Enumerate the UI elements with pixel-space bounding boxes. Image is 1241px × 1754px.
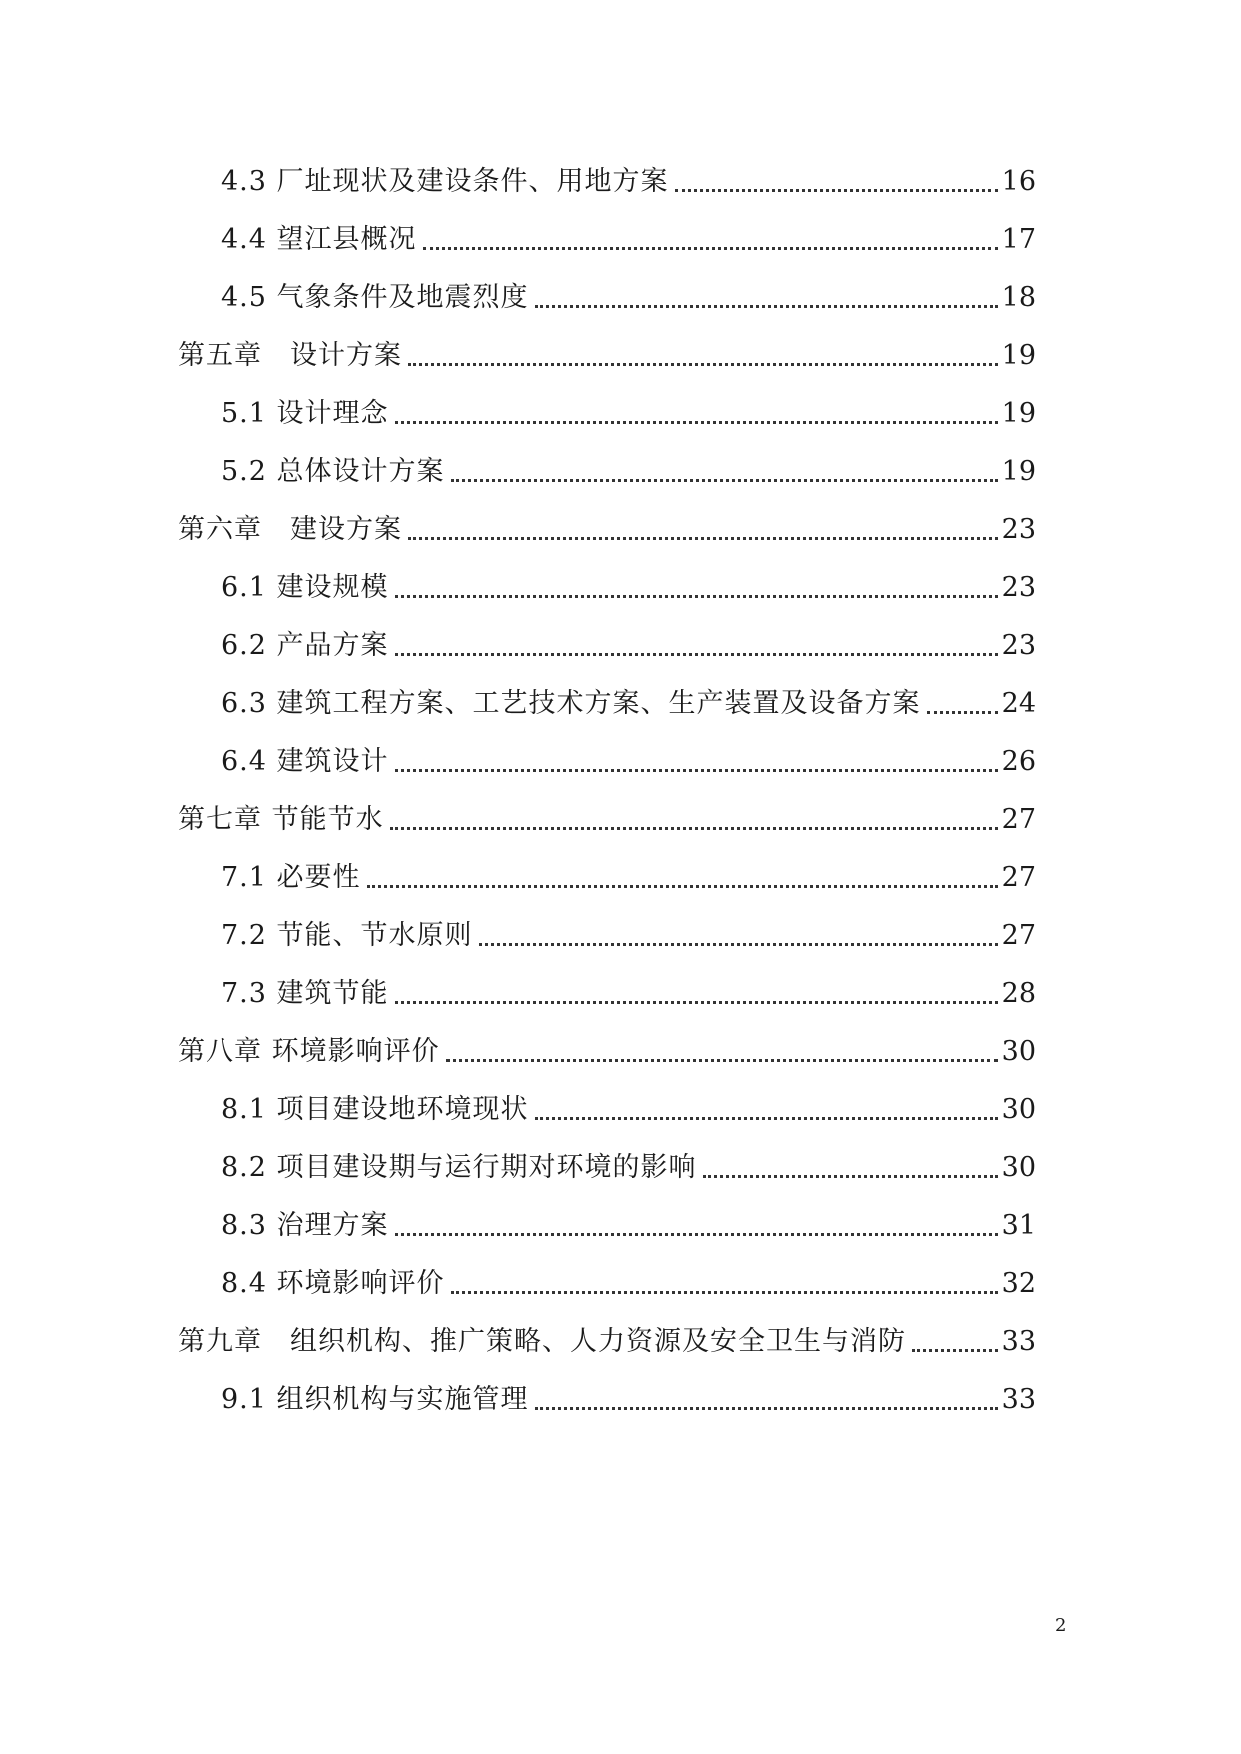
toc-entry-chapter-8[interactable] xyxy=(178,1028,1036,1072)
toc-leader-dots xyxy=(395,1233,998,1236)
toc-leader-dots xyxy=(446,1059,998,1062)
toc-entry-page: 19 xyxy=(1001,398,1036,429)
toc-entry-label: 第八章 环境影响评价 xyxy=(178,1036,440,1067)
toc-entry-4-5[interactable] xyxy=(221,274,1036,318)
toc-leader-dots xyxy=(395,595,998,598)
toc-leader-dots xyxy=(395,769,998,772)
toc-entry-chapter-9[interactable] xyxy=(178,1318,1036,1362)
toc-entry-page: 23 xyxy=(1001,630,1036,661)
toc-leader-dots xyxy=(423,247,998,250)
toc-entry-6-2[interactable] xyxy=(221,622,1036,666)
toc-leader-dots xyxy=(479,943,998,946)
toc-leader-dots xyxy=(395,653,998,656)
toc-entry-label: 第七章 节能节水 xyxy=(178,804,384,835)
toc-entry-6-4[interactable] xyxy=(221,738,1036,782)
toc-entry-label: 9.1 组织机构与实施管理 xyxy=(221,1384,529,1415)
toc-entry-5-1[interactable] xyxy=(221,390,1036,434)
toc-entry-chapter-7[interactable] xyxy=(178,796,1036,840)
toc-entry-page: 32 xyxy=(1001,1268,1036,1299)
toc-entry-chapter-5[interactable] xyxy=(178,332,1036,376)
toc-entry-page: 33 xyxy=(1001,1326,1036,1357)
toc-leader-dots xyxy=(408,537,998,540)
toc-leader-dots xyxy=(703,1175,998,1178)
toc-entry-4-3[interactable] xyxy=(221,158,1036,202)
toc-leader-dots xyxy=(408,363,998,366)
page-number: 2 xyxy=(1055,1615,1067,1636)
toc-entry-label: 第九章 组织机构、推广策略、人力资源及安全卫生与消防 xyxy=(178,1326,906,1357)
toc-entry-page: 26 xyxy=(1001,746,1036,777)
toc-entry-label: 第六章 建设方案 xyxy=(178,514,402,545)
toc-entry-page: 16 xyxy=(1001,166,1036,197)
toc-entry-label: 7.1 必要性 xyxy=(221,862,361,893)
toc-entry-page: 28 xyxy=(1001,978,1036,1009)
toc-entry-page: 24 xyxy=(1001,688,1036,719)
toc-entry-page: 27 xyxy=(1001,862,1036,893)
toc-entry-7-3[interactable] xyxy=(221,970,1036,1014)
toc-entry-4-4[interactable] xyxy=(221,216,1036,260)
toc-entry-label: 8.3 治理方案 xyxy=(221,1210,389,1241)
toc-entry-page: 19 xyxy=(1001,456,1036,487)
toc-entry-8-4[interactable] xyxy=(221,1260,1036,1304)
toc-entry-6-3[interactable] xyxy=(221,680,1036,724)
toc-entry-5-2[interactable] xyxy=(221,448,1036,492)
toc-leader-dots xyxy=(912,1349,998,1352)
toc-entry-9-1[interactable] xyxy=(221,1376,1036,1420)
toc-leader-dots xyxy=(390,827,998,830)
toc-leader-dots xyxy=(535,1117,998,1120)
toc-entry-label: 7.2 节能、节水原则 xyxy=(221,920,473,951)
toc-entry-label: 8.2 项目建设期与运行期对环境的影响 xyxy=(221,1152,697,1183)
toc-entry-label: 6.1 建设规模 xyxy=(221,572,389,603)
toc-leader-dots xyxy=(675,189,998,192)
toc-leader-dots xyxy=(367,885,998,888)
toc-leader-dots xyxy=(535,1407,998,1410)
toc-entry-label: 5.2 总体设计方案 xyxy=(221,456,445,487)
toc-entry-7-1[interactable] xyxy=(221,854,1036,898)
toc-entry-label: 8.1 项目建设地环境现状 xyxy=(221,1094,529,1125)
toc-entry-label: 6.2 产品方案 xyxy=(221,630,389,661)
toc-entry-6-1[interactable] xyxy=(221,564,1036,608)
toc-entry-page: 27 xyxy=(1001,920,1036,951)
toc-entry-page: 23 xyxy=(1001,514,1036,545)
toc-entry-page: 19 xyxy=(1001,340,1036,371)
toc-entry-label: 6.4 建筑设计 xyxy=(221,746,389,777)
toc-entry-label: 6.3 建筑工程方案、工艺技术方案、生产装置及设备方案 xyxy=(221,688,921,719)
toc-entry-label: 4.4 望江县概况 xyxy=(221,224,417,255)
toc-entry-8-2[interactable] xyxy=(221,1144,1036,1188)
toc-entry-label: 7.3 建筑节能 xyxy=(221,978,389,1009)
toc-entry-page: 30 xyxy=(1001,1094,1036,1125)
toc-leader-dots xyxy=(395,421,998,424)
toc-leader-dots xyxy=(395,1001,998,1004)
toc-entry-label: 第五章 设计方案 xyxy=(178,340,402,371)
toc-leader-dots xyxy=(927,711,998,714)
toc-entry-page: 17 xyxy=(1001,224,1036,255)
toc-entry-page: 30 xyxy=(1001,1036,1036,1067)
toc-entry-page: 23 xyxy=(1001,572,1036,603)
toc-entry-page: 30 xyxy=(1001,1152,1036,1183)
toc-entry-chapter-6[interactable] xyxy=(178,506,1036,550)
toc-entry-label: 5.1 设计理念 xyxy=(221,398,389,429)
toc-entry-page: 33 xyxy=(1001,1384,1036,1415)
toc-entry-label: 8.4 环境影响评价 xyxy=(221,1268,445,1299)
toc-entry-7-2[interactable] xyxy=(221,912,1036,956)
toc-entry-page: 31 xyxy=(1001,1210,1036,1241)
toc-entry-label: 4.3 厂址现状及建设条件、用地方案 xyxy=(221,166,669,197)
toc-leader-dots xyxy=(451,1291,998,1294)
toc-entry-8-3[interactable] xyxy=(221,1202,1036,1246)
toc-entry-label: 4.5 气象条件及地震烈度 xyxy=(221,282,529,313)
toc-entry-page: 18 xyxy=(1001,282,1036,313)
toc-entry-page: 27 xyxy=(1001,804,1036,835)
toc-leader-dots xyxy=(451,479,998,482)
toc-entry-8-1[interactable] xyxy=(221,1086,1036,1130)
toc-leader-dots xyxy=(535,305,998,308)
